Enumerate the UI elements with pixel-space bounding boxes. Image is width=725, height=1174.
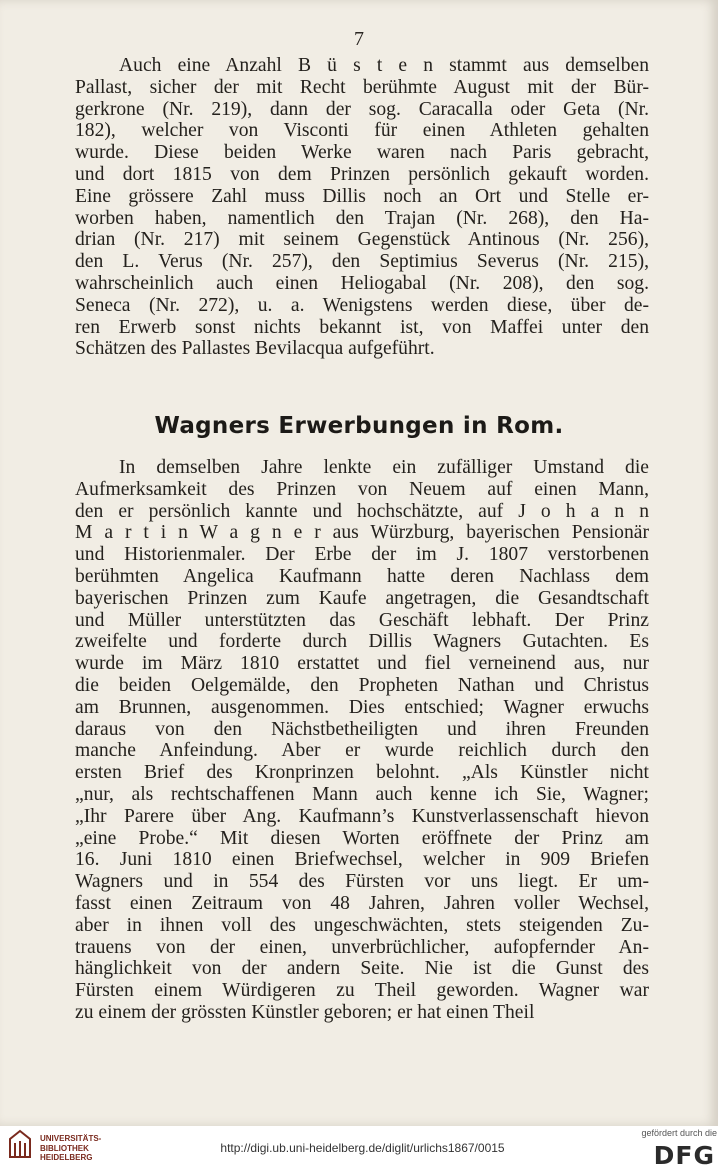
library-name-line: UNIVERSITÄTS- [40,1134,102,1143]
text-line: manche Anfeindung. Aber er wurde reichlich durch den [75,740,649,762]
text-line: bayerischen Prinzen zum Kaufe angetragen, die Gesandtschaft [75,587,649,609]
text-line: „eine Probe.“ Mit diesen Worten eröffnete der Prinz am [75,827,649,849]
text-line: fasst einen Zeitraum von 48 Jahren, Jahren voller Wechsel, [75,892,649,914]
text-line: M a r t i n W a g n e r aus Würzburg, bayerischen Pensionär [75,522,649,544]
page-number: 7 [354,28,364,50]
text-line: Eine grössere Zahl muss Dillis noch an Ort und Stelle er- [75,185,649,207]
text-line: „nur, als rechtschaffenen Mann auch kenne ich Sie, Wagner; [75,783,649,805]
text-line: Fürsten einem Würdigeren zu Theil geworden. Wagner war [75,980,649,1002]
text-line: wahrscheinlich auch einen Heliogabal (Nr. 208), den sog. [75,272,649,294]
text-line: wurde im März 1810 erstattet und fiel verneinend aus, nur [75,653,649,675]
text-line: trauens von der einen, unverbrüchlicher, aufopfernder An- [75,936,649,958]
paragraph-wagner [75,457,649,1024]
text-line: und dort 1815 von dem Prinzen persönlich gekauft worden. [75,163,649,185]
text-line: und Müller unterstützten das Geschäft lebhaft. Der Prinz [75,609,649,631]
text-line: wurde. Diese beiden Werke waren nach Paris gebracht, [75,142,649,164]
paragraph-busts [75,55,649,360]
text-line: Pallast, sicher der mit Recht berühmte August mit der Bür- [75,76,649,98]
text-line: Schätzen des Pallastes Bevilacqua aufgeführt. [75,338,435,360]
text-line: „Ihr Parere über Ang. Kaufmann’s Kunstverlassenschaft hievon [75,805,649,827]
text-line: ersten Brief des Kronprinzen belohnt. „Als Künstler nicht [75,762,649,784]
text-line: am Brunnen, ausgenommen. Dies entschied; Wagner erwuchs [75,696,649,718]
text-line: daraus von den Nächstbetheiligten und ihren Freunden [75,718,649,740]
text-line: In demselben Jahre lenkte ein zufälliger Umstand die [119,457,649,478]
text-line: die beiden Oelgemälde, den Propheten Nathan und Christus [75,674,649,696]
text-line: und Historienmaler. Der Erbe der im J. 1807 verstorbenen [75,544,649,566]
text-line: ren Erwerb sonst nichts bekannt ist, von Maffei unter den [75,316,649,338]
text-line: gerkrone (Nr. 219), dann der sog. Caracalla oder Geta (Nr. [75,98,649,120]
source-url-link[interactable]: http://digi.ub.uni-heidelberg.de/diglit/urlichs1867/0015 [220,1141,505,1155]
text-line: Seneca (Nr. 272), u. a. Wenigstens werden diese, über de- [75,294,649,316]
text-line: den er persönlich kannte und hochschätzte, auf J o h a n n [75,500,649,522]
text-line: hänglichkeit von der andern Seite. Nie ist die Gunst des [75,958,649,980]
text-line: 16. Juni 1810 einen Briefwechsel, welcher in 909 Briefen [75,849,649,871]
library-name-line: HEIDELBERG [40,1153,93,1162]
funding-note: gefördert durch die [641,1128,717,1138]
text-line: worben haben, namentlich den Trajan (Nr. 268), den Ha- [75,207,649,229]
text-line: berühmten Angelica Kaufmann hatte deren Nachlass dem [75,565,649,587]
dfg-logo: DFG [653,1141,715,1170]
text-line: aber in ihnen voll des ungeschwächten, stets steigenden Zu- [75,914,649,936]
text-line: 182), welcher von Visconti für einen Athleten gehalten [75,120,649,142]
section-heading: Wagners Erwerbungen in Rom. [154,413,564,439]
text-line: zweifelte und forderte durch Dillis Wagners Gutachten. Es [75,631,649,653]
library-name-line: BIBLIOTHEK [40,1143,89,1153]
text-line: Aufmerksamkeit des Prinzen von Neuem auf einen Mann, [75,478,649,500]
text-line: den L. Verus (Nr. 257), den Septimius Severus (Nr. 215), [75,251,649,273]
text-line: Auch eine Anzahl B ü s t e n stammt aus demselben [119,55,649,76]
text-line: drian (Nr. 217) mit seinem Gegenstück Antinous (Nr. 256), [75,229,649,251]
text-line: zu einem der grössten Künstler geboren; er hat einen Theil [75,1001,535,1023]
text-line: Wagners und in 554 des Fürsten vor uns liegt. Er um- [75,871,649,893]
